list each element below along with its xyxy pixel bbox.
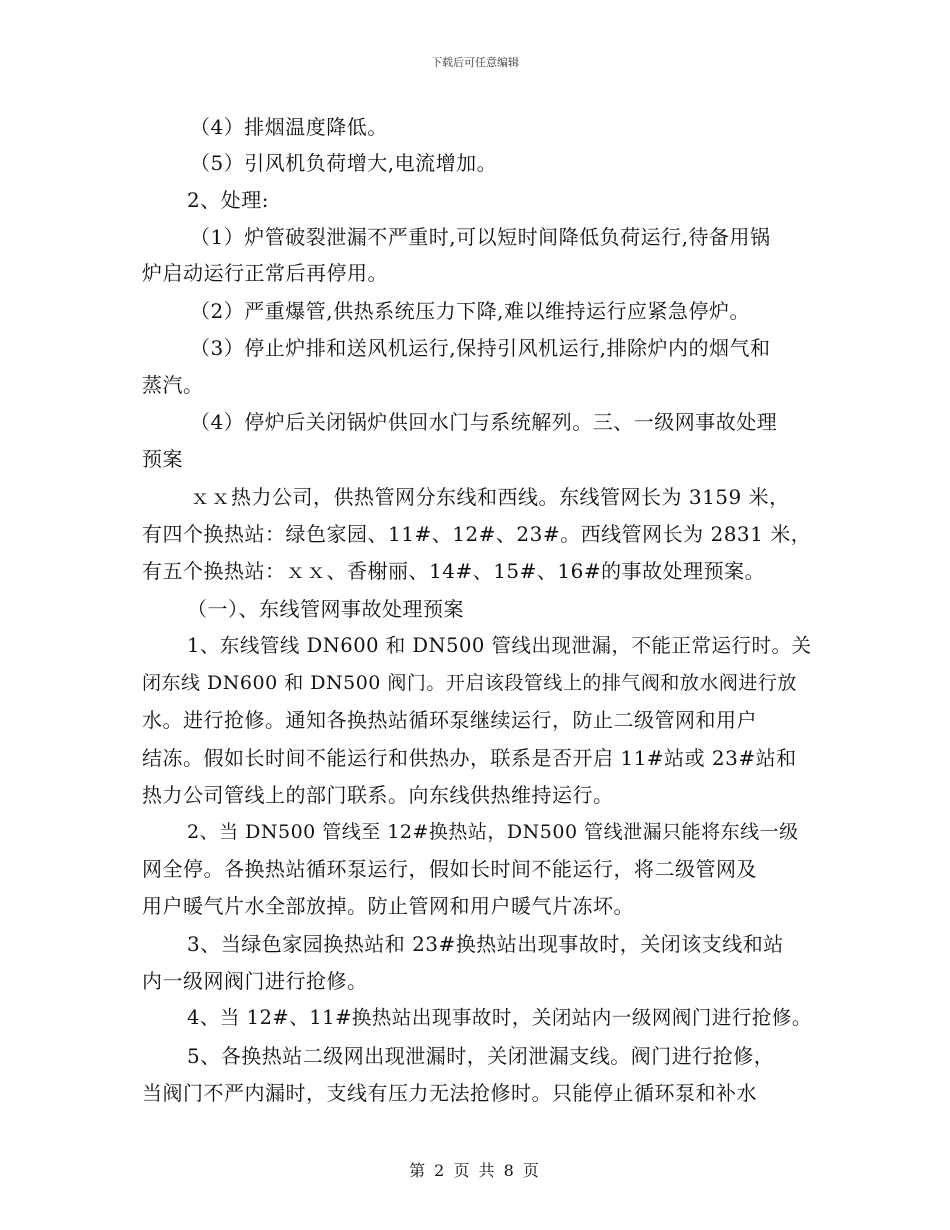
body-line: 水。进行抢修。通知各换热站循环泵继续运行，防止二级管网和用户: [142, 708, 757, 732]
body-line: 闭东线 DN600 和 DN500 阀门。开启该段管线上的排气阀和放水阀进行放: [142, 672, 797, 694]
body-line: 用户暖气片水全部放掉。防止管网和用户暖气片冻坏。: [142, 894, 634, 918]
body-line: （2）严重爆管,供热系统压力下降,难以维持运行应紧急停炉。: [190, 299, 750, 323]
body-line: 4、当 12#、11#换热站出现事故时，关闭站内一级网阀门进行抢修。: [187, 1006, 812, 1029]
body-line: 3、当绿色家园换热站和 23#换热站出现事故时，关闭该支线和站: [187, 932, 784, 956]
body-line: （一）、东线管网事故处理预案: [187, 597, 464, 621]
body-line: 1、东线管线 DN600 和 DN500 管线出现泄漏，不能正常运行时。关: [187, 634, 812, 657]
body-line: 预案: [142, 447, 183, 471]
body-line: 热力公司管线上的部门联系。向东线供热维持运行。: [142, 783, 614, 807]
body-line: 结冻。假如长时间不能运行和供热办，联系是否开启 11#站或 23#站和: [142, 746, 797, 770]
body-line: （4）排烟温度降低。: [190, 115, 388, 139]
body-line: 蒸汽。: [142, 373, 204, 397]
body-line: 2、当 DN500 管线至 12#换热站，DN500 管线泄漏只能将东线一级: [187, 821, 799, 843]
body-line: 有五个换热站：ｘｘ、香榭丽、14#、15#、16#的事故处理预案。: [142, 559, 766, 583]
body-line: ｘｘ热力公司，供热管网分东线和西线。东线管网长为 3159 米，: [190, 485, 790, 509]
body-line: 2、处理:: [187, 188, 269, 212]
page-number: 第 2 页 共 8 页: [409, 1161, 541, 1180]
body-line: 炉启动运行正常后再停用。: [142, 261, 388, 285]
body-line: （5）引风机负荷增大,电流增加。: [190, 151, 498, 175]
body-line: （3）停止炉排和送风机运行,保持引风机运行,排除炉内的烟气和: [190, 336, 771, 360]
body-line: （4）停炉后关闭锅炉供回水门与系统解列。三、一级网事故处理: [190, 410, 778, 434]
body-line: （1）炉管破裂泄漏不严重时,可以短时间降低负荷运行,待备用锅: [190, 225, 771, 249]
body-line: 有四个换热站：绿色家园、11#、12#、23#。西线管网长为 2831 米，: [142, 522, 812, 546]
body-line: 5、各换热站二级网出现泄漏时，关闭泄漏支线。阀门进行抢修，: [187, 1044, 775, 1068]
body-line: 当阀门不严内漏时，支线有压力无法抢修时。只能停止循环泵和补水: [142, 1081, 757, 1105]
body-line: 网全停。各换热站循环泵运行，假如长时间不能运行，将二级管网及: [142, 857, 757, 881]
body-line: 内一级网阀门进行抢修。: [142, 969, 368, 993]
page-header: 下载后可任意编辑: [431, 56, 519, 69]
